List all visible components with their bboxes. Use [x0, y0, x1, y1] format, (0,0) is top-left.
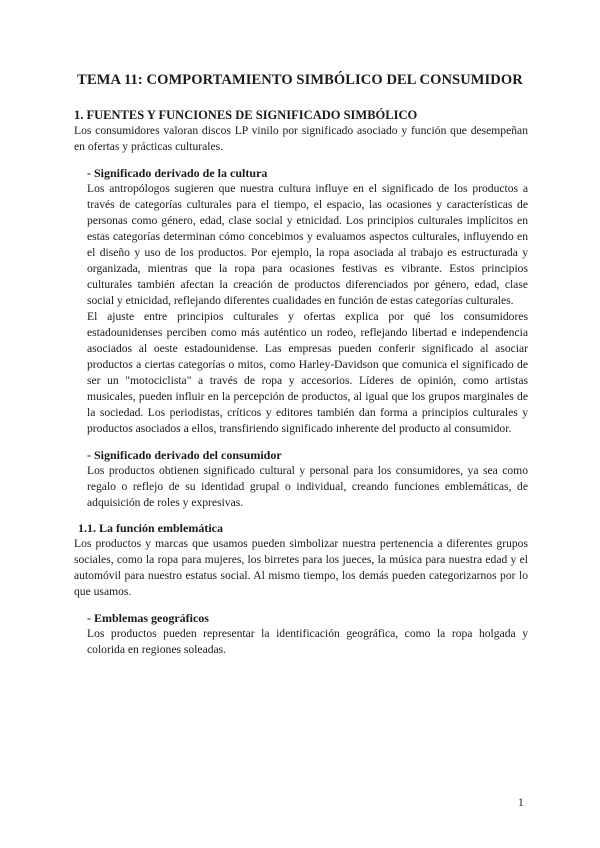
- paragraph-emblemas-geograficos: Los productos pueden representar la identificación geográfica, como la ropa holgada y colorida en regiones soleadas.: [87, 627, 528, 656]
- section-intro: Los consumidores valoran discos LP vinilo por significado asociado y función que desempeñan en ofertas y prácticas culturales.: [74, 124, 528, 153]
- paragraph-consumidor: Los productos obtienen significado cultural y personal para los consumidores, ya sea como regalo o reflejo de su identidad grupal o individual, creando funciones emblemáticas, de adquisición de roles y expresivas.: [87, 464, 528, 509]
- paragraph-emblematica: Los productos y marcas que usamos pueden simbolizar nuestra pertenencia a diferentes grupos sociales, como la ropa para mujeres, los birretes para los jueces, la música para nuestra edad y el automóvil para nuestro estatus social. Al mismo tiempo, los demás pueden categorizarnos por lo que usamos.: [74, 537, 528, 598]
- paragraph-cultura-1: Los antropólogos sugieren que nuestra cultura influye en el significado de los productos a través de categorías culturales para el tiempo, el espacio, las ocasiones y características de personas como género, edad, clase social y etnicidad. Los principios culturales implícitos en estas categorías determinan cómo concebimos y evaluamos aspectos culturales, influyendo en el diseño y uso de los productos. Por ejemplo, la ropa asociada al trabajo es estructurada y organizada, mientras que la ropa para ocasiones festivas es vibrante. Estos principios culturales también afectan la creación de productos diferenciados por género, edad, clase social y etnicidad, reflejando diferentes cualidades en función de estas categorías culturales.: [87, 182, 528, 307]
- section-heading-fuentes: 1. FUENTES Y FUNCIONES DE SIGNIFICADO SIMBÓLICO: [74, 108, 418, 122]
- subheading-consumidor: - Significado derivado del consumidor: [87, 448, 282, 462]
- page-number: 1: [518, 797, 524, 809]
- page-title: TEMA 11: COMPORTAMIENTO SIMBÓLICO DEL CONSUMIDOR: [77, 72, 523, 88]
- subheading-cultura: - Significado derivado de la cultura: [87, 166, 268, 180]
- paragraph-cultura-2: El ajuste entre principios culturales y ofertas explica por qué los consumidores estadounidenses perciben como más auténtico un rodeo, reflejando libertad e independencia asociados al oeste estadounidense. Las empresas pueden conferir significado al asociar productos a ciertas categorías o mitos, como Harley-Davidson que comunica el significado de ser un "motociclista" a través de ropa y accesorios. Líderes de opinión, como artistas musicales, pueden influir en la percepción de productos, al igual que los grupos marginales de la sociedad. Los periodistas, críticos y editores también dan forma a principios culturales y productos asociados a ellos, transfiriendo significado inherente del producto al consumidor.: [87, 310, 528, 435]
- subheading-emblemas-geograficos: - Emblemas geográficos: [87, 611, 209, 625]
- document-body: [74, 107, 528, 658]
- subsection-heading-emblematica: 1.1. La función emblemática: [78, 521, 223, 535]
